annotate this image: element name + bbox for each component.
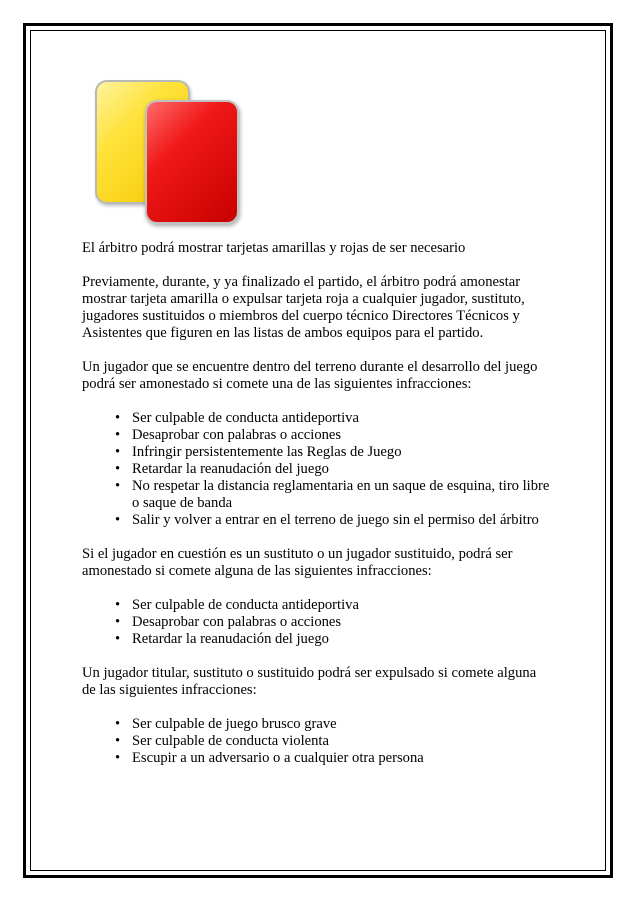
list-item: • Ser culpable de conducta violenta — [132, 733, 552, 750]
list-sending-off-infractions — [82, 716, 552, 767]
paragraph-sending-off: Un jugador titular, sustituto o sustituido podrá ser expulsado si comete alguna de las siguientes infracciones: — [82, 665, 537, 698]
paragraph-substitute-cautions: Si el jugador en cuestión es un sustituto o un jugador sustituido, podrá ser amonestado si comete alguna de las siguientes infracciones: — [82, 546, 513, 579]
paragraph-player-cautions: Un jugador que se encuentre dentro del terreno durante el desarrollo del juego podrá ser amonestado si comete una de las siguientes infracciones: — [82, 359, 538, 392]
list-item: • No respetar la distancia reglamentaria en un saque de esquina, tiro libre o saque de banda — [132, 478, 552, 512]
list-item: • Escupir a un adversario o a cualquier otra persona — [132, 750, 552, 767]
list-item: • Retardar la reanudación del juego — [132, 631, 552, 648]
list-item: • Desaprobar con palabras o acciones — [132, 614, 552, 631]
list-item: • Ser culpable de conducta antideportiva — [132, 410, 552, 427]
cards-illustration — [95, 80, 240, 225]
list-item: • Infringir persistentemente las Reglas de Juego — [132, 444, 552, 461]
intro-paragraph: El árbitro podrá mostrar tarjetas amarillas y rojas de ser necesario — [82, 240, 466, 256]
list-item: • Retardar la reanudación del juego — [132, 461, 552, 478]
list-item: • Ser culpable de juego brusco grave — [132, 716, 552, 733]
list-item: • Desaprobar con palabras o acciones — [132, 427, 552, 444]
document-body — [82, 240, 552, 784]
list-item: • Ser culpable de conducta antideportiva — [132, 597, 552, 614]
red-card-image — [145, 100, 239, 224]
list-item: • Salir y volver a entrar en el terreno de juego sin el permiso del árbitro — [132, 512, 552, 529]
list-substitute-infractions — [82, 597, 552, 648]
paragraph-previously: Previamente, durante, y ya finalizado el partido, el árbitro podrá amonestar mostrar tarjeta amarilla o expulsar tarjeta roja a cualquier jugador, sustituto, jugadores sustituidos o miembros del cuerpo técnico Directores Técnicos y Asistentes que figuren en las listas de ambos equipos para el partido. — [82, 274, 525, 341]
list-player-infractions — [82, 410, 552, 529]
